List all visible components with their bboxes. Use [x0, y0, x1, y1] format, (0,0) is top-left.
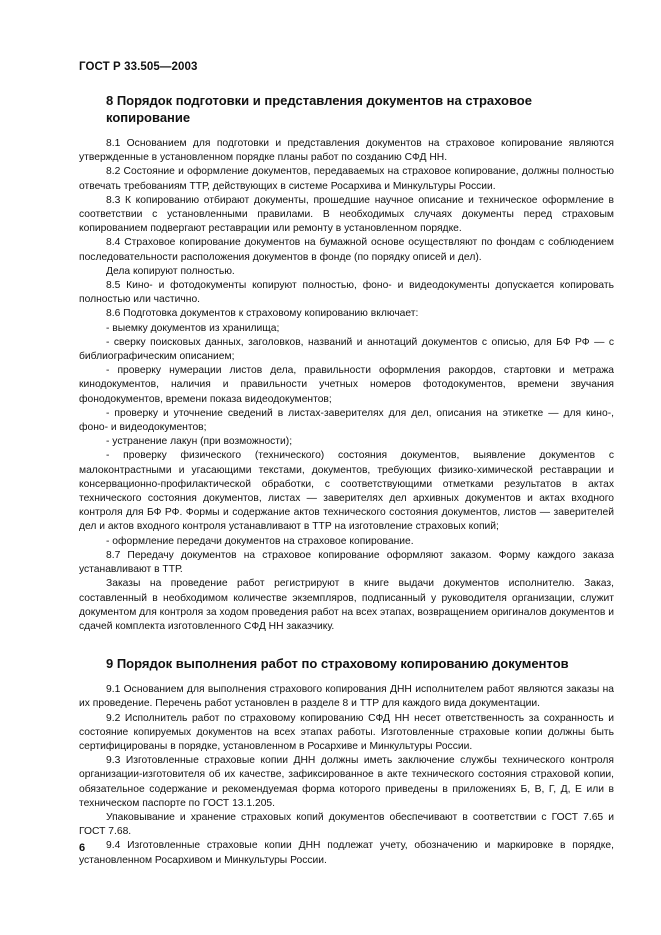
paragraph-9-4: 9.4 Изготовленные страховые копии ДНН подлежат учету, обозначению и маркировке в порядке, установленном Росархивом и Минкультуры России. [79, 840, 614, 866]
list-item: - устранение лакун (при возможности); [106, 436, 293, 448]
paragraph-8-4: 8.4 Страховое копирование документов на бумажной основе осуществляют по фондам с соблюдением последовательности расположения документов в фонде (по порядку описей и дел). [79, 237, 614, 263]
list-item: - сверку поисковых данных, заголовков, названий и аннотаций документов с описью, для БФ РФ — с библиографическим описанием; [79, 336, 614, 363]
list-item: - оформление передачи документов на страховое копирование. [106, 535, 414, 547]
list-item: - проверку нумерации листов дела, правильности оформления ракордов, стартовки и метража кинодокументов, наличия и правильности учетных номеров фотодокументов, времени звучания фонодокументов, времени показа видеодокументов; [79, 365, 614, 405]
paragraph-8-7: 8.7 Передачу документов на страховое копирование оформляют заказом. Форму каждого заказа устанавливают в ТТР. [79, 549, 614, 576]
paragraph-8-4-note: Дела копируют полностью. [106, 265, 235, 277]
document-header: ГОСТ Р 33.505—2003 [79, 61, 198, 73]
paragraph-8-1: 8.1 Основанием для подготовки и представления документов на страховое копирование являются утвержденные в установленном порядке планы работ по созданию СФД НН. [79, 138, 614, 164]
paragraph-9-2: 9.2 Исполнитель работ по страховому копированию СФД НН несет ответственность за сохранность и состояние копируемых документов на всех этапах работы. Изготовленные страховые копии должны быть сертифицированы в порядке, установленном в Росархиве и Минкультуры России. [79, 712, 614, 752]
list-item: - проверку физического (технического) состояния документов, выявление документов с малоконтрастными и угасающими текстами, документов, требующих физико-химической реставрации и консервационно-профилактической обработки, с соответствующими отметками результатов в актах технического состояния документов, листах — заверителях дел архивных документов и актах входного контроля для БФ РФ. Формы и содержание актов технического состояния документов, листов — заверителей дел и актов входного контроля устанавливают в ТТР на изготовление страховых копий; [79, 450, 614, 533]
document-body [79, 92, 614, 868]
page-number: 6 [79, 842, 86, 854]
section-8-title: 8 Порядок подготовки и представления документов на страховое копирование [106, 93, 532, 125]
paragraph-9-3: 9.3 Изготовленные страховые копии ДНН должны иметь заключение службы технического контроля организации-изготовителя об их качестве, зафиксированное в акте технического состояния страховой копии, обязательное содержание и рекомендуемая форма которого приведены в приложениях Б, В, Г, Д, Е или в техническом паспорте по ГОСТ 13.1.205. [79, 755, 614, 809]
paragraph-9-1: 9.1 Основанием для выполнения страхового копирования ДНН исполнителем работ являются заказы на их проведение. Перечень работ установлен в разделе 8 и ТТР для каждого вида документации. [79, 684, 614, 710]
paragraph-8-3: 8.3 К копированию отбирают документы, прошедшие научное описание и техническое оформление в соответствии с установленными правилами. В необходимых случаях документы перед страховым копированием подвергают реставрации или ремонту в установленном порядке. [79, 194, 614, 235]
list-item: - выемку документов из хранилища; [106, 322, 280, 334]
list-item: - проверку и уточнение сведений в листах-заверителях для дел, описания на этикетке — для кино-, фоно- и видеодокументов; [79, 407, 614, 434]
paragraph-8-5: 8.5 Кино- и фотодокументы копируют полностью, фоно- и видеодокументы допускается копировать полностью или частично. [79, 280, 614, 306]
paragraph-8-7-orders: Заказы на проведение работ регистрируют в книге выдачи документов исполнителю. Заказ, составленный в необходимом количестве экземпляров, подписанный у руководителя организации, служит документом для контроля за ходом проведения работ на всех этапах, возвращением оригиналов документов и сдачей комплекта изготовленного СФД НН заказчику. [79, 578, 614, 632]
paragraph-8-2: 8.2 Состояние и оформление документов, передаваемых на страховое копирование, должны полностью отвечать требованиям ТТР, действующих в системе Росархива и Минкультуры России. [79, 166, 614, 192]
section-9-title: 9 Порядок выполнения работ по страховому копированию документов [106, 656, 569, 672]
paragraph-9-3-packing: Упаковывание и хранение страховых копий документов обеспечивают в соответствии с ГОСТ 7.65 и ГОСТ 7.68. [79, 811, 614, 838]
paragraph-8-6: 8.6 Подготовка документов к страховому копированию включает: [106, 308, 419, 320]
